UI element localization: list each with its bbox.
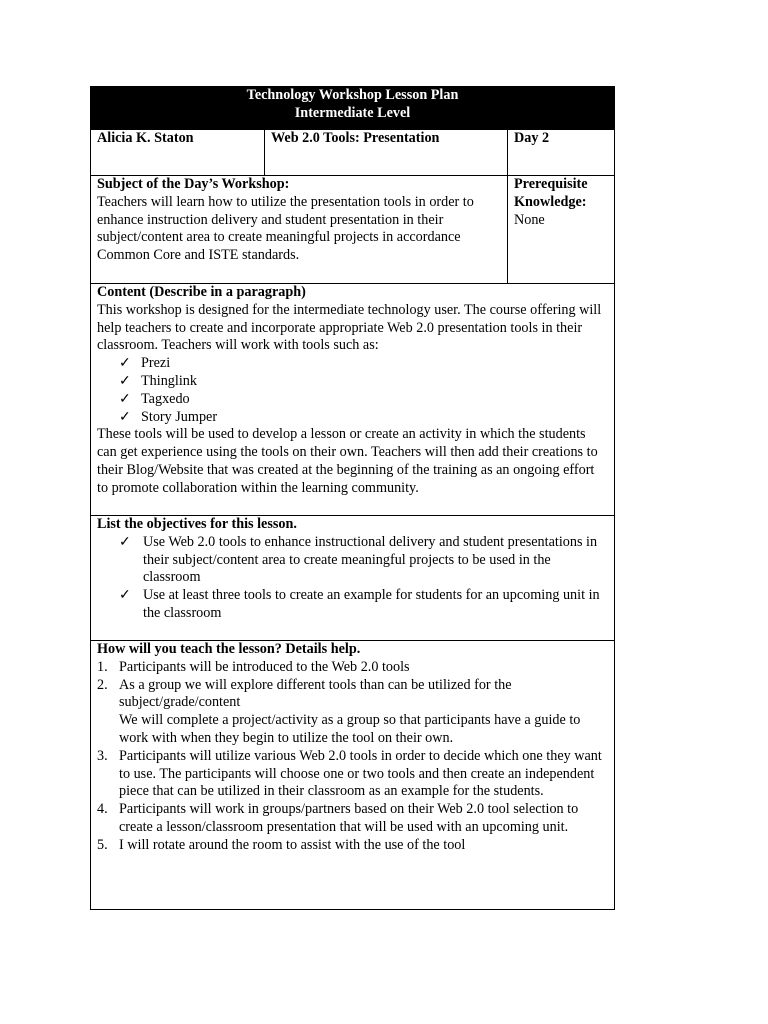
checkmark-icon: ✓: [119, 408, 131, 425]
instructor-name: Alicia K. Staton: [91, 130, 265, 176]
subject-label: Subject of the Day’s Workshop:: [97, 176, 290, 192]
tool-name: Story Jumper: [141, 408, 218, 425]
list-item: [119, 409, 608, 427]
objectives-row: [91, 516, 615, 641]
list-item: [119, 355, 608, 373]
content-intro: This workshop is designed for the intermediate technology user. The course offering will help teachers to create and incorporate appropriate Web 2.0 presentation tools in their classroom. Teachers will work with tools such as:: [97, 301, 602, 354]
plan-level: Intermediate Level: [294, 104, 411, 121]
step-number: 3.: [97, 747, 108, 764]
header-cell: [91, 87, 615, 130]
teaching-cell: [91, 641, 615, 910]
list-item: [119, 534, 608, 587]
tool-list: [97, 355, 608, 426]
workshop-day: Day 2: [508, 130, 615, 176]
list-item: [97, 677, 608, 748]
content-cell: [91, 284, 615, 516]
objectives-cell: [91, 516, 615, 641]
content-outro: These tools will be used to develop a lesson or create an activity in which the students can get experience using the tools on their own. Teachers will then add their creations to their Blog/Website that was created at the beginning of the training as an ongoing effort to promote collaboration within the learning community.: [97, 426, 598, 496]
step-number: 2.: [97, 676, 108, 693]
step-text: Participants will utilize various Web 2.0 tools in order to decide which one they want to use. The participants will choose one or two tools and then create an independent piece that can be utilized in their classroom as an example for the students.: [119, 747, 602, 800]
prerequisite-value: None: [514, 211, 545, 228]
objectives-label: List the objectives for this lesson.: [97, 516, 297, 532]
content-label: Content (Describe in a paragraph): [97, 284, 306, 300]
step-text: I will rotate around the room to assist with the use of the tool: [119, 836, 466, 853]
checkmark-icon: ✓: [119, 355, 131, 372]
tool-name: Tagxedo: [141, 390, 190, 407]
tool-name: Prezi: [141, 355, 171, 372]
list-item: [119, 391, 608, 409]
step-extra-text: We will complete a project/activity as a group so that participants have a guide to work with when they begin to utilize the tool on their own.: [119, 712, 581, 746]
objectives-list: [97, 534, 608, 623]
subject-text: Teachers will learn how to utilize the presentation tools in order to enhance instruction delivery and student presentation in their subject/content area to create meaningful projects in accordance Common Core and ISTE standards.: [97, 193, 474, 264]
header-row: [91, 87, 615, 130]
checkmark-icon: ✓: [119, 372, 131, 389]
list-item: [97, 748, 608, 801]
list-item: [97, 659, 608, 677]
objective-text: Use Web 2.0 tools to enhance instructional delivery and student presentations in their subject/content area to create meaningful projects to be used in the classroom: [143, 533, 598, 586]
list-item: [97, 837, 608, 855]
teaching-row: [91, 641, 615, 910]
step-number: 4.: [97, 801, 108, 818]
teaching-label: How will you teach the lesson? Details help.: [97, 641, 361, 657]
step-number: 5.: [97, 836, 108, 853]
checkmark-icon: ✓: [119, 533, 131, 550]
plan-title: Technology Workshop Lesson Plan: [246, 87, 459, 103]
checkmark-icon: ✓: [119, 390, 131, 407]
content-row: [91, 284, 615, 516]
subject-row: [91, 176, 615, 284]
step-number: 1.: [97, 658, 108, 675]
step-text: Participants will work in groups/partners based on their Web 2.0 tool selection to create a lesson/classroom presentation that will be used with an upcoming unit.: [119, 801, 579, 835]
subject-cell: [91, 176, 508, 284]
list-item: [119, 373, 608, 391]
lesson-plan-table: [90, 86, 615, 910]
objective-text: Use at least three tools to create an example for students for an upcoming unit in the classroom: [143, 587, 600, 621]
list-item: [119, 587, 608, 623]
workshop-topic: Web 2.0 Tools: Presentation: [265, 130, 508, 176]
info-row: [91, 130, 615, 176]
list-item: [97, 801, 608, 837]
teaching-steps: [97, 659, 608, 855]
prerequisite-cell: [508, 176, 615, 284]
step-text: As a group we will explore different tools than can be utilized for the subject/grade/content: [119, 676, 512, 711]
prerequisite-label: Prerequisite Knowledge:: [514, 176, 588, 210]
tool-name: Thinglink: [141, 372, 197, 389]
checkmark-icon: ✓: [119, 587, 131, 604]
step-text: Participants will be introduced to the Web 2.0 tools: [119, 658, 410, 675]
